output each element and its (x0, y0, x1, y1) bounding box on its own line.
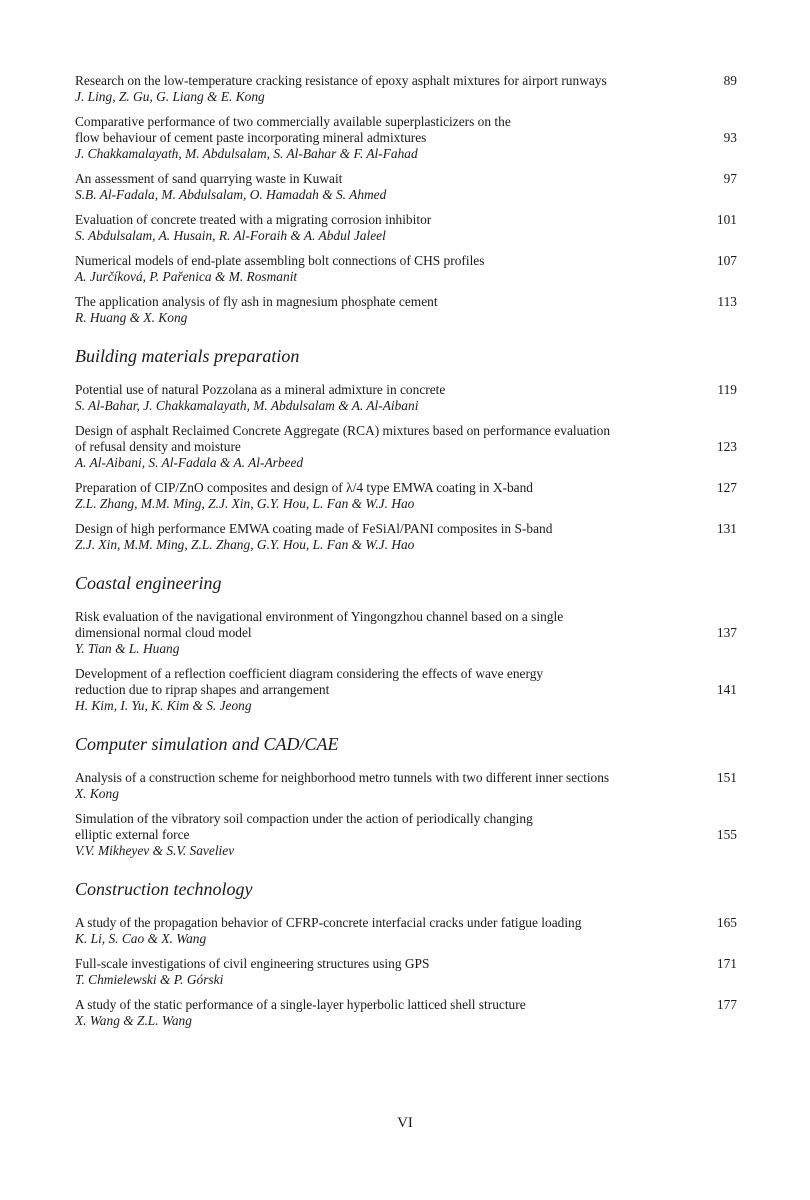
entry-authors: X. Wang & Z.L. Wang (75, 1013, 192, 1028)
entry-title: A study of the propagation behavior of CFRP-concrete interfacial cracks under fatigue loading (75, 915, 582, 930)
page-number: VI (397, 1115, 413, 1131)
entry-authors: T. Chmielewski & P. Górski (75, 972, 224, 987)
toc-entry (75, 609, 737, 657)
toc-entry (75, 521, 737, 553)
entry-title: Research on the low-temperature cracking resistance of epoxy asphalt mixtures for airport runways (75, 73, 607, 88)
section-heading: Construction technology (75, 879, 253, 899)
entry-authors: S.B. Al-Fadala, M. Abdulsalam, O. Hamadah & S. Ahmed (75, 187, 387, 202)
toc-entry (75, 382, 737, 414)
entry-page-number: 101 (716, 212, 737, 227)
entry-authors: Z.J. Xin, M.M. Ming, Z.L. Zhang, G.Y. Hou, L. Fan & W.J. Hao (75, 537, 415, 552)
entry-authors: J. Chakkamalayath, M. Abdulsalam, S. Al-Bahar & F. Al-Fahad (75, 146, 418, 161)
entry-title: Development of a reflection coefficient diagram considering the effects of wave energy reduction due to riprap shapes and arrangement (75, 666, 544, 697)
entry-authors: S. Al-Bahar, J. Chakkamalayath, M. Abdulsalam & A. Al-Aibani (75, 398, 419, 413)
entry-title: A study of the static performance of a single-layer hyperbolic latticed shell structure (75, 997, 526, 1012)
entry-page-number: 131 (716, 521, 737, 536)
entry-title: Comparative performance of two commercially available superplasticizers on the flow behaviour of cement paste incorporating mineral admixtures (75, 114, 511, 145)
entry-page-number: 151 (716, 770, 737, 785)
toc-entry (75, 956, 737, 988)
toc-entry (75, 212, 737, 244)
entry-title: Simulation of the vibratory soil compaction under the action of periodically changing elliptic external force (75, 811, 533, 842)
toc-entry (75, 811, 737, 859)
entry-title: Analysis of a construction scheme for neighborhood metro tunnels with two different inner sections (75, 770, 610, 785)
entry-authors: H. Kim, I. Yu, K. Kim & S. Jeong (75, 698, 252, 713)
entry-page-number: 171 (716, 956, 737, 971)
toc-entry (75, 171, 737, 203)
table-of-contents (75, 73, 737, 1038)
entry-authors: V.V. Mikheyev & S.V. Saveliev (75, 843, 235, 858)
entry-title: Risk evaluation of the navigational environment of Yingongzhou channel based on a single dimensional normal cloud model (75, 609, 564, 640)
toc-entry (75, 253, 737, 285)
toc-entry (75, 114, 737, 162)
entry-authors: Y. Tian & L. Huang (75, 641, 180, 656)
entry-page-number: 107 (716, 253, 737, 268)
entry-title: Design of high performance EMWA coating made of FeSiAl/PANI composites in S-band (75, 521, 553, 536)
entry-page-number: 127 (716, 480, 737, 495)
toc-entry (75, 294, 737, 326)
toc-entry (75, 770, 737, 802)
entry-page-number: 119 (717, 382, 737, 397)
entry-title: Full-scale investigations of civil engineering structures using GPS (75, 956, 430, 971)
entry-authors: A. Jurčíková, P. Pařenica & M. Rosmanit (75, 269, 298, 284)
entry-title: The application analysis of fly ash in magnesium phosphate cement (75, 294, 438, 309)
entry-authors: A. Al-Aibani, S. Al-Fadala & A. Al-Arbeed (75, 455, 304, 470)
entry-page-number: 177 (716, 997, 737, 1012)
entry-title: Potential use of natural Pozzolana as a mineral admixture in concrete (75, 382, 446, 397)
entry-authors: K. Li, S. Cao & X. Wang (75, 931, 207, 946)
section-heading: Computer simulation and CAD/CAE (75, 734, 339, 754)
entry-title: Numerical models of end-plate assembling bolt connections of CHS profiles (75, 253, 485, 268)
toc-entry (75, 915, 737, 947)
toc-entry (75, 666, 737, 714)
section-heading: Building materials preparation (75, 346, 300, 366)
entry-title: An assessment of sand quarrying waste in Kuwait (75, 171, 343, 186)
entry-page-number: 141 (716, 682, 737, 697)
entry-page-number: 97 (723, 171, 737, 186)
entry-authors: S. Abdulsalam, A. Husain, R. Al-Foraih & A. Abdul Jaleel (75, 228, 386, 243)
entry-page-number: 89 (723, 73, 737, 88)
entry-authors: X. Kong (75, 786, 119, 801)
entry-authors: Z.L. Zhang, M.M. Ming, Z.J. Xin, G.Y. Hou, L. Fan & W.J. Hao (75, 496, 415, 511)
entry-page-number: 165 (716, 915, 737, 930)
entry-title: Design of asphalt Reclaimed Concrete Aggregate (RCA) mixtures based on performance evaluation of refusal density and moisture (75, 423, 611, 454)
toc-entry (75, 73, 737, 105)
entry-authors: J. Ling, Z. Gu, G. Liang & E. Kong (75, 89, 265, 104)
entry-authors: R. Huang & X. Kong (75, 310, 188, 325)
entry-page-number: 113 (717, 294, 737, 309)
section-heading: Coastal engineering (75, 573, 222, 593)
toc-entry (75, 480, 737, 512)
toc-entry (75, 423, 737, 471)
toc-entry (75, 997, 737, 1029)
entry-title: Evaluation of concrete treated with a migrating corrosion inhibitor (75, 212, 432, 227)
entry-page-number: 123 (716, 439, 737, 454)
entry-title: Preparation of CIP/ZnO composites and design of λ/4 type EMWA coating in X-band (75, 480, 533, 495)
entry-page-number: 155 (716, 827, 737, 842)
entry-page-number: 93 (723, 130, 737, 145)
entry-page-number: 137 (716, 625, 737, 640)
